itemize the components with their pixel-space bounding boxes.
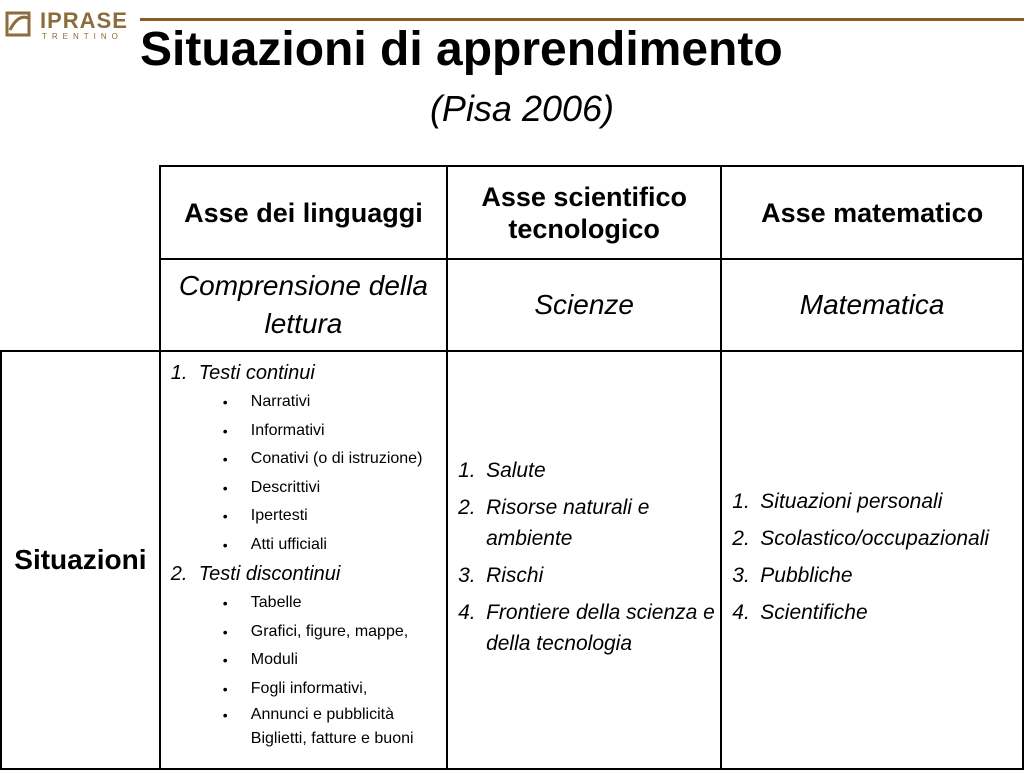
cell-linguaggi-situations <box>160 351 447 769</box>
subheader-matematica: Matematica <box>721 259 1023 351</box>
header-scientifico-text: Asse scientifico tecnologico <box>481 181 687 244</box>
testi-discontinui-items <box>171 589 446 751</box>
list-item: • Ipertesti <box>171 502 446 531</box>
header-linguaggi: Asse dei linguaggi <box>160 166 447 259</box>
list-item: • Fogli informativi, <box>171 675 446 704</box>
list-item: • Tabelle <box>171 589 446 618</box>
logo-subtitle: TRENTINO <box>42 32 123 41</box>
group-testi-continui <box>171 360 446 386</box>
list-item <box>448 560 720 591</box>
list-item-line: Annunci e pubblicità <box>250 706 394 723</box>
cell-matematica-situations <box>721 351 1023 769</box>
list-item: • Descrittivi <box>171 474 446 503</box>
situations-table <box>0 165 1024 770</box>
logo-word: IPRASE <box>40 8 128 33</box>
list-item: • Atti ufficiali <box>171 531 446 560</box>
item-text: Scolastico/occupazionali <box>760 527 990 550</box>
header-row <box>1 166 1023 259</box>
matematica-list <box>722 486 1022 628</box>
list-item: • Narrativi <box>171 388 446 417</box>
item-number: 2. <box>732 527 750 550</box>
group2-number: 2. <box>170 563 188 585</box>
group2-label: Testi discontinui <box>198 563 341 585</box>
item-text: Salute <box>486 459 546 482</box>
logo-mark-icon <box>4 10 36 38</box>
item-number: 1. <box>458 459 476 482</box>
item-text: Situazioni personali <box>760 490 943 513</box>
testi-continui-items <box>171 388 446 559</box>
page-subtitle-text: (Pisa 2006) <box>429 88 615 129</box>
cell-scienze-situations <box>447 351 721 769</box>
group1-label: Testi continui <box>198 362 315 384</box>
scienze-list <box>448 455 720 659</box>
list-item <box>722 560 1022 591</box>
page-title: Situazioni di apprendimento <box>140 23 783 76</box>
list-item <box>448 492 720 554</box>
header-matematico: Asse matematico <box>721 166 1023 259</box>
list-item-line: Biglietti, fatture e buoni <box>250 730 414 747</box>
item-number: 3. <box>458 564 476 587</box>
linguaggi-list <box>161 352 446 751</box>
page-subtitle <box>0 86 1024 132</box>
iprase-logo <box>4 8 128 40</box>
item-number: 4. <box>458 601 476 624</box>
header-scientifico <box>447 166 721 259</box>
subheader-scienze: Scienze <box>447 259 721 351</box>
list-item: • Grafici, figure, mappe, <box>171 618 446 647</box>
list-item <box>448 455 720 486</box>
situations-row <box>1 351 1023 769</box>
item-text: Risorse naturali e ambiente <box>486 496 650 550</box>
item-number: 4. <box>732 601 750 624</box>
group-testi-discontinui <box>171 561 446 587</box>
list-item <box>448 597 720 659</box>
list-item: • Moduli <box>171 646 446 675</box>
list-item <box>171 703 446 751</box>
list-item <box>722 486 1022 517</box>
subheader-lettura <box>160 259 447 351</box>
list-item <box>722 597 1022 628</box>
list-item: • Conativi (o di istruzione) <box>171 445 446 474</box>
item-number: 2. <box>458 496 476 519</box>
item-text: Scientifiche <box>760 601 868 624</box>
subheader-lettura-text: Comprensione della lettura <box>178 270 428 339</box>
list-item <box>722 523 1022 554</box>
item-number: 1. <box>732 490 750 513</box>
row-label-situazioni: Situazioni <box>1 351 160 769</box>
item-number: 3. <box>732 564 750 587</box>
list-item: • Informativi <box>171 417 446 446</box>
blank-corner-cell <box>1 166 160 351</box>
item-text: Pubbliche <box>760 564 853 587</box>
item-text: Frontiere della scienza e della tecnologia <box>486 601 715 655</box>
group1-number: 1. <box>170 362 188 384</box>
item-text: Rischi <box>486 564 544 587</box>
